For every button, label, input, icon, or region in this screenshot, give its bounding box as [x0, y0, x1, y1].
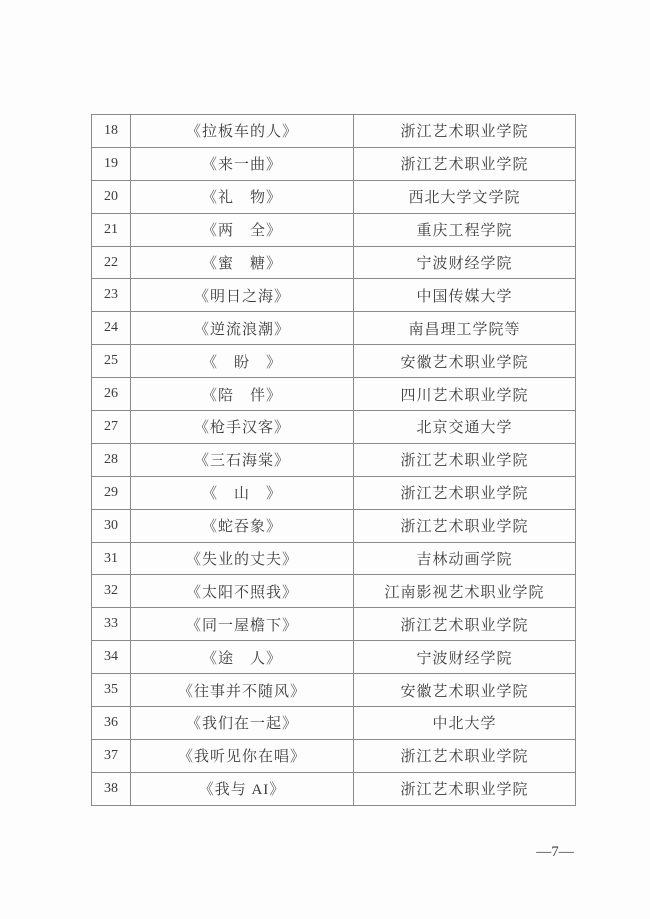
work-title-cell: 《太阳不照我》 [131, 575, 354, 608]
work-title-cell: 《途 人》 [131, 641, 354, 674]
work-title-cell: 《同一屋檐下》 [131, 608, 354, 641]
table-row [92, 279, 576, 312]
institution-cell: 宁波财经学院 [354, 246, 576, 279]
row-number-cell: 33 [92, 608, 131, 641]
row-number-cell: 23 [92, 279, 131, 312]
work-title-cell: 《礼 物》 [131, 180, 354, 213]
work-title-cell: 《我们在一起》 [131, 707, 354, 740]
table-row [92, 674, 576, 707]
work-title-cell: 《失业的丈夫》 [131, 542, 354, 575]
table-row [92, 476, 576, 509]
institution-cell: 浙江艺术职业学院 [354, 443, 576, 476]
table-row [92, 345, 576, 378]
work-title-cell: 《蜜 糖》 [131, 246, 354, 279]
page-number: —7— [536, 844, 574, 860]
work-title-cell: 《蛇吞象》 [131, 509, 354, 542]
row-number-cell: 37 [92, 739, 131, 772]
table-row [92, 542, 576, 575]
institution-cell: 浙江艺术职业学院 [354, 739, 576, 772]
row-number-cell: 22 [92, 246, 131, 279]
table-row [92, 608, 576, 641]
table-row [92, 147, 576, 180]
row-number-cell: 25 [92, 345, 131, 378]
works-table-body [92, 115, 576, 806]
work-title-cell: 《陪 伴》 [131, 378, 354, 411]
work-title-cell: 《 山 》 [131, 476, 354, 509]
row-number-cell: 24 [92, 312, 131, 345]
work-title-cell: 《枪手汉客》 [131, 411, 354, 444]
work-title-cell: 《三石海棠》 [131, 443, 354, 476]
table-row [92, 772, 576, 805]
row-number-cell: 20 [92, 180, 131, 213]
institution-cell: 中北大学 [354, 707, 576, 740]
table-row [92, 739, 576, 772]
table-row [92, 312, 576, 345]
institution-cell: 中国传媒大学 [354, 279, 576, 312]
row-number-cell: 29 [92, 476, 131, 509]
institution-cell: 重庆工程学院 [354, 213, 576, 246]
row-number-cell: 18 [92, 115, 131, 148]
table-row [92, 246, 576, 279]
work-title-cell: 《我听见你在唱》 [131, 739, 354, 772]
work-title-cell: 《两 全》 [131, 213, 354, 246]
work-title-cell: 《来一曲》 [131, 147, 354, 180]
institution-cell: 吉林动画学院 [354, 542, 576, 575]
table-row [92, 378, 576, 411]
row-number-cell: 34 [92, 641, 131, 674]
works-table [91, 114, 576, 806]
institution-cell: 浙江艺术职业学院 [354, 476, 576, 509]
table-row [92, 213, 576, 246]
row-number-cell: 36 [92, 707, 131, 740]
row-number-cell: 28 [92, 443, 131, 476]
institution-cell: 西北大学文学院 [354, 180, 576, 213]
row-number-cell: 32 [92, 575, 131, 608]
table-row [92, 115, 576, 148]
table-row [92, 575, 576, 608]
table-row [92, 180, 576, 213]
institution-cell: 浙江艺术职业学院 [354, 608, 576, 641]
row-number-cell: 27 [92, 411, 131, 444]
institution-cell: 浙江艺术职业学院 [354, 147, 576, 180]
row-number-cell: 26 [92, 378, 131, 411]
row-number-cell: 21 [92, 213, 131, 246]
row-number-cell: 19 [92, 147, 131, 180]
work-title-cell: 《逆流浪潮》 [131, 312, 354, 345]
row-number-cell: 35 [92, 674, 131, 707]
table-row [92, 641, 576, 674]
row-number-cell: 38 [92, 772, 131, 805]
work-title-cell: 《我与 AI》 [131, 772, 354, 805]
institution-cell: 浙江艺术职业学院 [354, 772, 576, 805]
table-row [92, 707, 576, 740]
institution-cell: 四川艺术职业学院 [354, 378, 576, 411]
table-row [92, 443, 576, 476]
row-number-cell: 31 [92, 542, 131, 575]
institution-cell: 北京交通大学 [354, 411, 576, 444]
institution-cell: 江南影视艺术职业学院 [354, 575, 576, 608]
institution-cell: 安徽艺术职业学院 [354, 345, 576, 378]
work-title-cell: 《 盼 》 [131, 345, 354, 378]
work-title-cell: 《往事并不随风》 [131, 674, 354, 707]
institution-cell: 南昌理工学院等 [354, 312, 576, 345]
table-row [92, 509, 576, 542]
table-row [92, 411, 576, 444]
institution-cell: 浙江艺术职业学院 [354, 509, 576, 542]
institution-cell: 宁波财经学院 [354, 641, 576, 674]
row-number-cell: 30 [92, 509, 131, 542]
institution-cell: 浙江艺术职业学院 [354, 115, 576, 148]
work-title-cell: 《明日之海》 [131, 279, 354, 312]
work-title-cell: 《拉板车的人》 [131, 115, 354, 148]
institution-cell: 安徽艺术职业学院 [354, 674, 576, 707]
